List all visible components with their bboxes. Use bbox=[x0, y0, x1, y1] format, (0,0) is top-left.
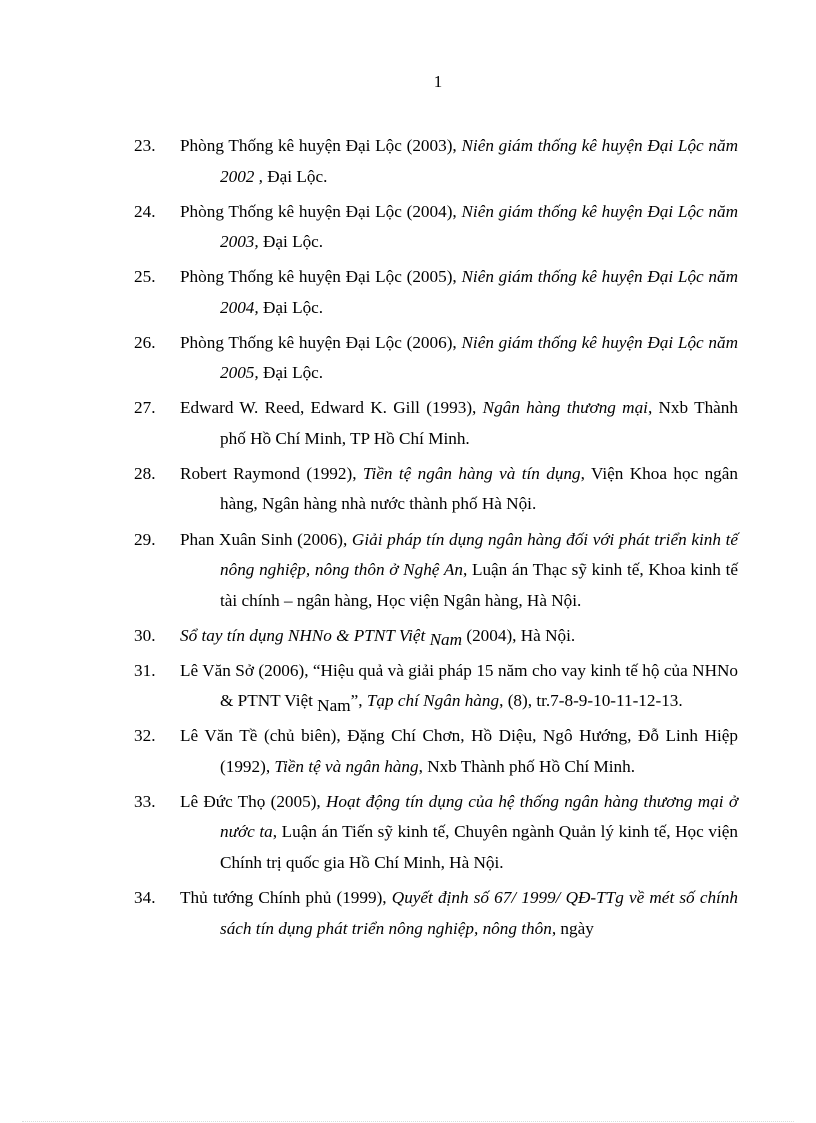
reference-entry bbox=[0, 525, 738, 617]
reference-number: 26. bbox=[134, 332, 156, 352]
reference-fragment: , Nxb Thành phố Hồ Chí Minh, TP Hồ Chí Minh. bbox=[220, 398, 738, 448]
reference-number: 30. bbox=[134, 625, 156, 645]
reference-fragment: , Luận án Thạc sỹ kinh tế, Khoa kinh tế tài chính – ngân hàng, Học viện Ngân hàng, Hà Nội. bbox=[220, 560, 738, 610]
reference-fragment: Đại Lộc. bbox=[262, 166, 328, 186]
reference-title: Sổ tay tín dụng NHNo & PTNT Việt bbox=[180, 625, 430, 645]
reference-text bbox=[180, 202, 738, 252]
reference-title: Quyết định số 67/ 1999/ QĐ-TTg về mét số chính sách tín dụng phát triển nông nghiệp, nông thôn bbox=[220, 888, 738, 938]
reference-text bbox=[180, 792, 738, 872]
reference-fragment: Phan Xuân Sinh (2006), bbox=[180, 529, 352, 549]
reference-title: Niên giám thống kê huyện Đại Lộc năm 2004, bbox=[220, 267, 738, 317]
reference-number: 29. bbox=[134, 529, 156, 549]
reference-text bbox=[180, 660, 738, 716]
reference-title: Hoạt động tín dụng của hệ thống ngân hàng thương mại ở nước ta bbox=[220, 791, 738, 842]
reference-title: Tiền tệ và ngân hàng bbox=[274, 756, 419, 776]
reference-fragment: , ngày bbox=[551, 918, 594, 938]
reference-number: 23. bbox=[134, 136, 156, 155]
reference-title: Giải pháp tín dụng ngân hàng đối với phát triển kinh tế nông nghiệp, nông thôn ở Nghệ An bbox=[220, 529, 738, 580]
reference-title-fragment: Nam bbox=[429, 629, 463, 649]
page-number: 1 bbox=[433, 72, 443, 91]
reference-number: 32. bbox=[134, 726, 156, 746]
reference-fragment: Lê Đức Thọ (2005), bbox=[180, 791, 326, 811]
reference-fragment: Đại Lộc. bbox=[258, 363, 324, 383]
reference-text bbox=[180, 333, 738, 383]
reference-text bbox=[180, 136, 738, 186]
reference-fragment: Lê Văn Sở (2006), “Hiệu quả và giải pháp 15 năm cho vay kinh tế hộ của NHNo & PTNT Việt bbox=[180, 660, 738, 711]
reference-title: Ngân hàng thương mại bbox=[482, 398, 648, 418]
reference-entry bbox=[0, 262, 738, 323]
reference-entry bbox=[0, 721, 738, 782]
reference-list bbox=[0, 131, 816, 949]
reference-fragment: , Nxb Thành phố Hồ Chí Minh. bbox=[418, 756, 636, 776]
reference-title: Tạp chí Ngân hàng bbox=[366, 691, 500, 711]
reference-fragment: Phòng Thống kê huyện Đại Lộc (2005), bbox=[180, 267, 462, 287]
reference-fragment: Thủ tướng Chính phủ (1999), bbox=[180, 888, 392, 908]
reference-text bbox=[180, 625, 576, 649]
reference-title: Niên giám thống kê huyện Đại Lộc năm 2005, bbox=[220, 332, 738, 383]
reference-number: 27. bbox=[134, 398, 156, 418]
reference-entry bbox=[0, 197, 738, 258]
reference-fragment: Phòng Thống kê huyện Đại Lộc (2003), bbox=[180, 136, 462, 155]
reference-number: 28. bbox=[134, 463, 156, 483]
reference-text bbox=[180, 398, 738, 448]
reference-fragment: Đại Lộc. bbox=[258, 297, 324, 317]
reference-text bbox=[180, 530, 738, 610]
reference-entry bbox=[0, 131, 738, 192]
reference-title: Niên giám thống kê huyện Đại Lộc năm 2002 , bbox=[220, 136, 738, 186]
reference-number: 24. bbox=[134, 201, 156, 221]
reference-fragment: Robert Raymond (1992), bbox=[180, 463, 363, 483]
reference-title: Niên giám thống kê huyện Đại Lộc năm 2003, bbox=[220, 201, 738, 252]
reference-fragment: , Luận án Tiến sỹ kinh tế, Chuyên ngành Quản lý kinh tế, Học viện Chính trị quốc gia Hồ Chí Minh, Hà Nội. bbox=[220, 822, 738, 872]
reference-entry bbox=[0, 787, 738, 879]
reference-entry bbox=[0, 883, 738, 944]
page-bottom-rule bbox=[22, 1121, 794, 1122]
reference-fragment: ”, bbox=[350, 691, 367, 711]
reference-number: 33. bbox=[134, 791, 156, 811]
reference-fragment: , (8), tr.7-8-9-10-11-12-13. bbox=[499, 691, 683, 711]
reference-entry bbox=[0, 328, 738, 389]
reference-fragment: Phòng Thống kê huyện Đại Lộc (2006), bbox=[180, 332, 462, 352]
reference-number: 31. bbox=[134, 660, 156, 680]
reference-fragment: Nam bbox=[317, 696, 351, 716]
reference-entry bbox=[0, 656, 738, 717]
reference-number: 34. bbox=[134, 888, 156, 908]
reference-fragment: (2004), Hà Nội. bbox=[462, 625, 576, 645]
reference-text bbox=[180, 726, 738, 776]
reference-fragment: Đại Lộc. bbox=[258, 232, 324, 252]
reference-fragment: Edward W. Reed, Edward K. Gill (1993), bbox=[180, 398, 483, 418]
reference-entry bbox=[0, 393, 738, 454]
reference-entry bbox=[0, 621, 738, 652]
reference-fragment: Phòng Thống kê huyện Đại Lộc (2004), bbox=[180, 201, 462, 221]
reference-title: Tiền tệ ngân hàng và tín dụng bbox=[362, 463, 581, 483]
reference-fragment: , Viện Khoa học ngân hàng, Ngân hàng nhà nước thành phố Hà Nội. bbox=[220, 463, 738, 514]
reference-text bbox=[180, 267, 738, 317]
reference-text bbox=[180, 888, 738, 938]
reference-number: 25. bbox=[134, 267, 156, 287]
reference-fragment: Lê Văn Tề (chủ biên), Đặng Chí Chơn, Hồ Diệu, Ngô Hướng, Đỗ Linh Hiệp (1992), bbox=[180, 726, 738, 776]
reference-entry bbox=[0, 459, 738, 520]
reference-text bbox=[180, 464, 738, 514]
